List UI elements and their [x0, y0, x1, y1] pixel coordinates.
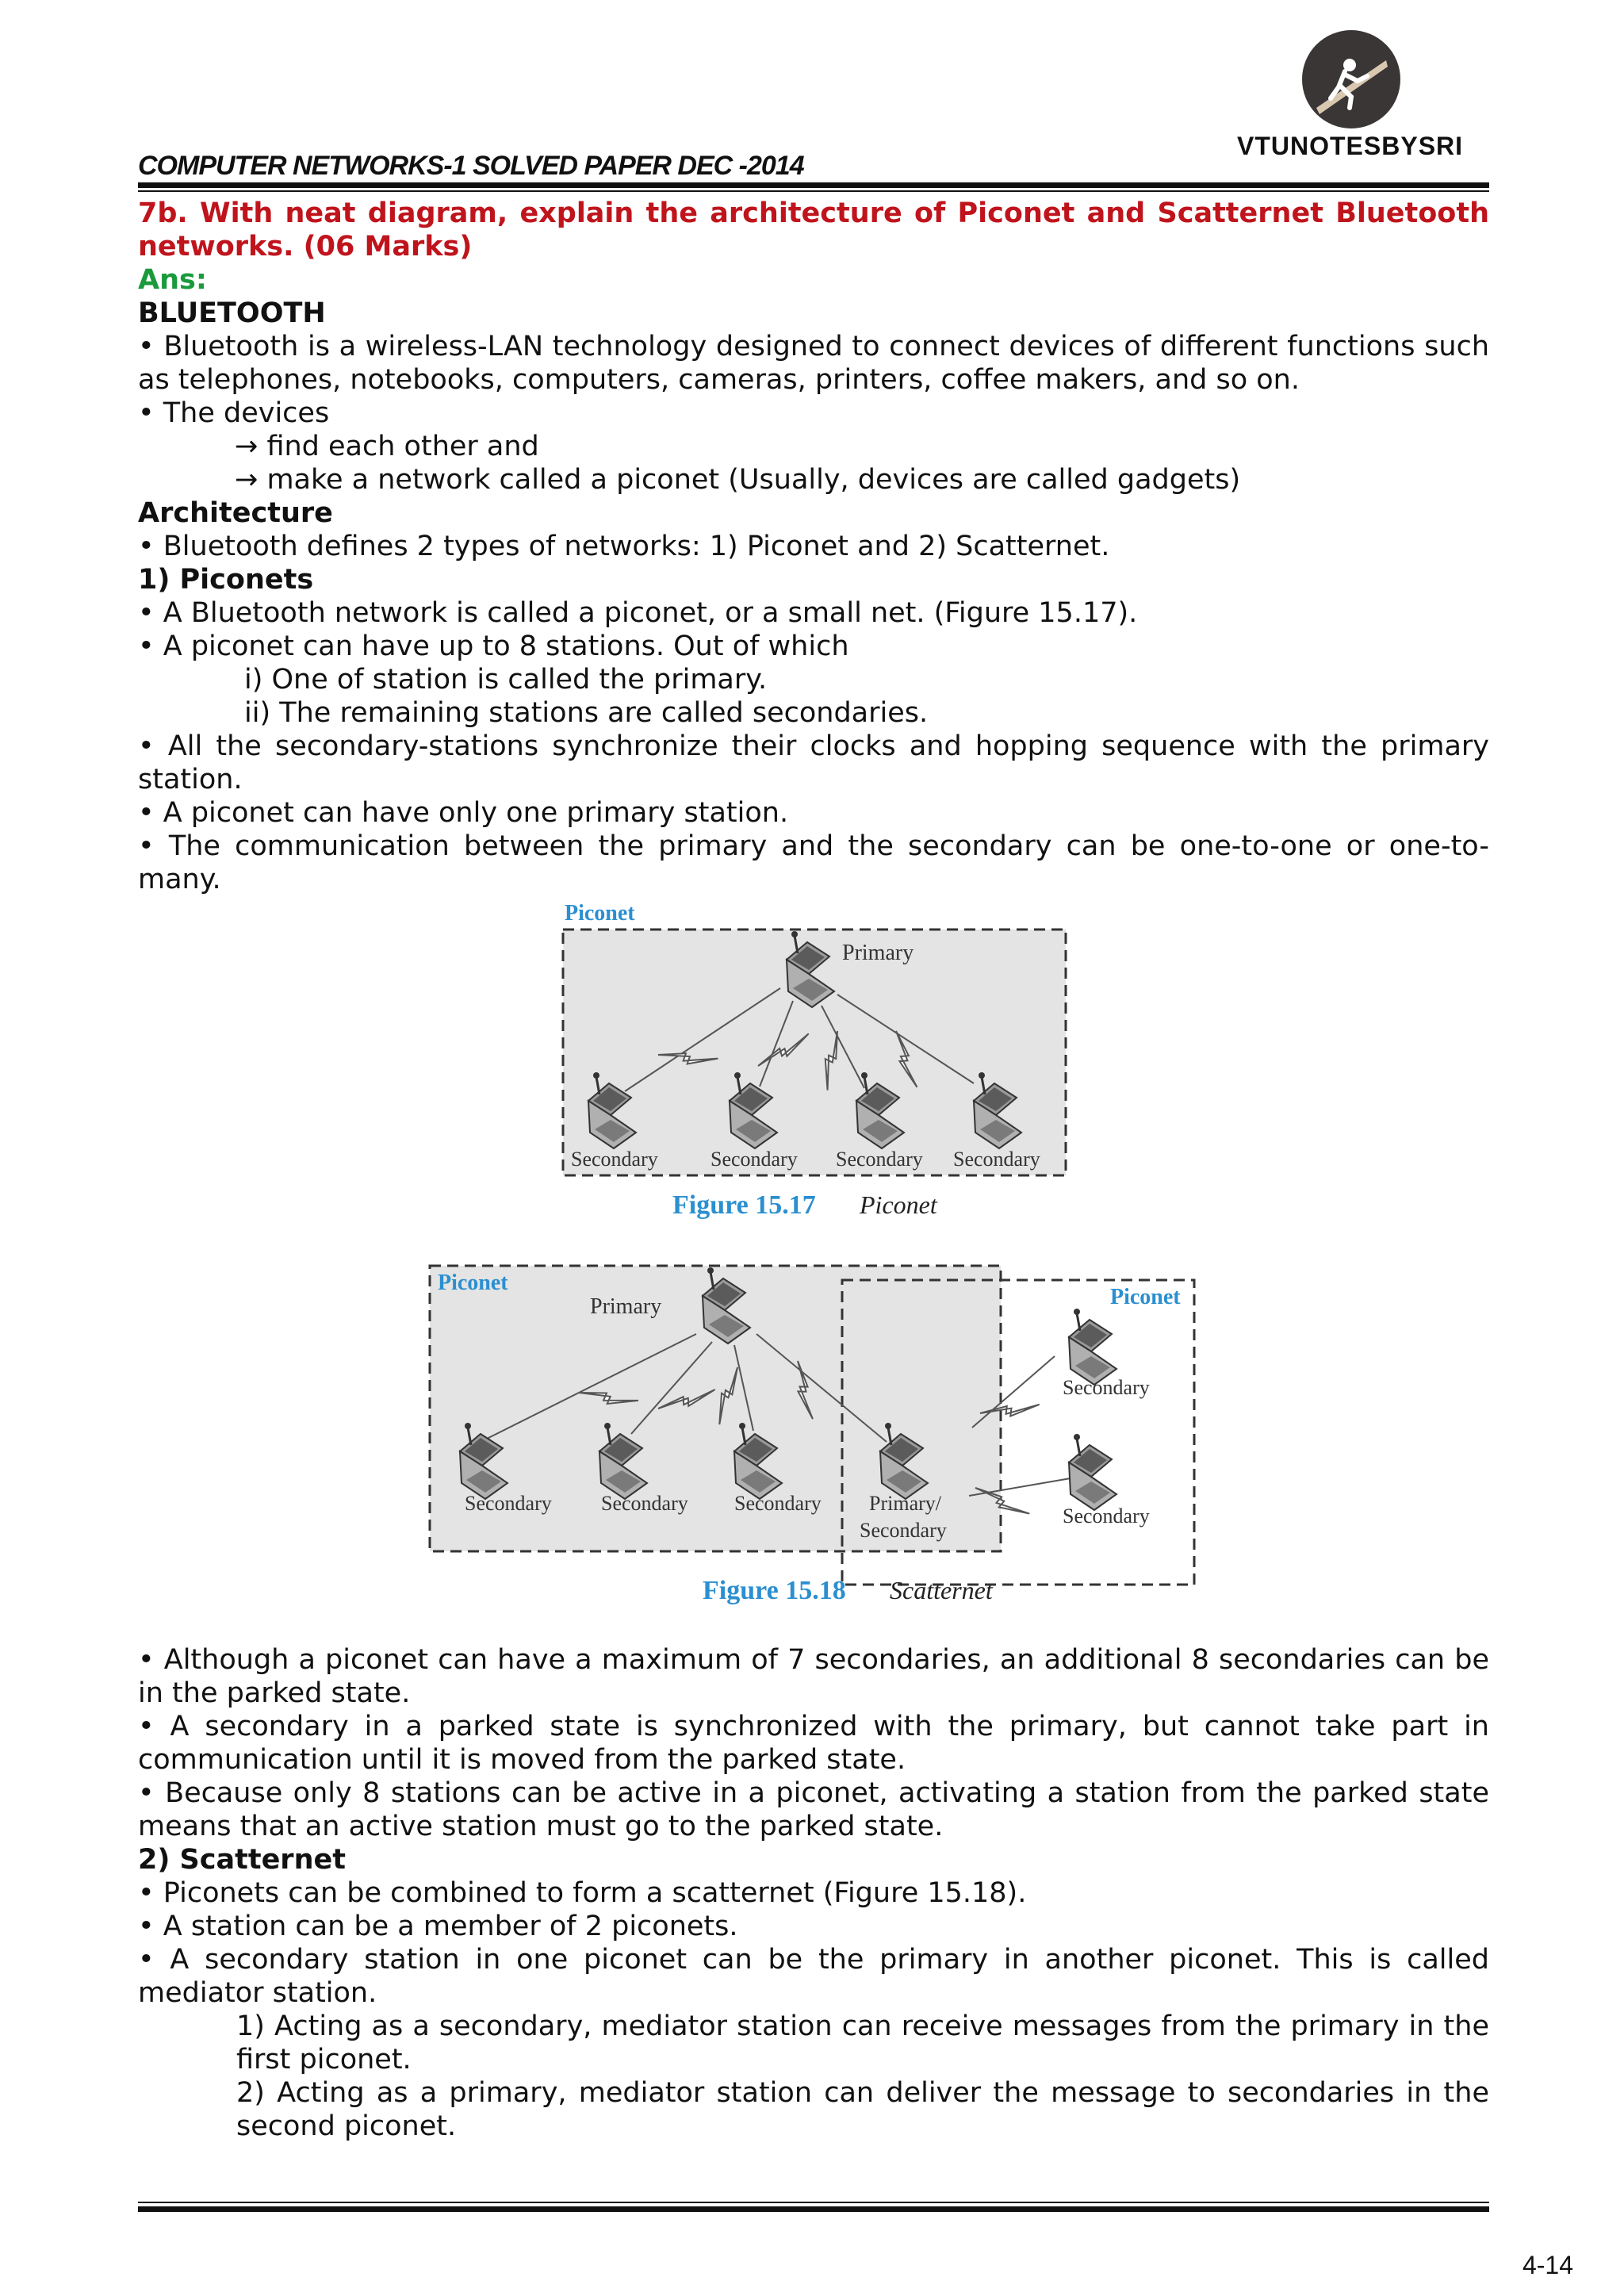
primary-label: Primary: [590, 1294, 662, 1319]
secondary-label: Secondary: [734, 1492, 822, 1515]
secondary-label: Secondary: [953, 1148, 1040, 1171]
piconets-heading: 1) Piconets: [138, 564, 314, 596]
piconet-label: Piconet: [565, 901, 635, 926]
paragraph: • A station can be a member of 2 piconets.: [138, 1911, 738, 1942]
mediator-label-top: Primary/: [869, 1492, 941, 1515]
header-title: COMPUTER NETWORKS-1 SOLVED PAPER DEC -2014: [138, 151, 804, 181]
header-rule: [138, 182, 1489, 188]
sub-item: ii) The remaining stations are called secondaries.: [244, 697, 929, 729]
footer-rule: [138, 2206, 1489, 2212]
paragraph: • A Bluetooth network is called a piconet, or a small net. (Figure 15.17).: [138, 597, 1138, 629]
paragraph: • All the secondary-stations synchronize their clocks and hopping sequence with the primary station.: [138, 730, 1489, 795]
figure-caption-number: Figure 15.17: [672, 1190, 816, 1220]
paragraph: • A secondary in a parked state is synchronized with the primary, but cannot take part in communication until it is moved from the parked state.: [138, 1711, 1489, 1776]
page-content: [138, 197, 1489, 896]
piconet-label-right: Piconet: [1110, 1285, 1181, 1309]
paragraph: • A piconet can have up to 8 stations. Out of which: [138, 631, 849, 662]
sub-item: → find each other and: [235, 431, 539, 462]
paragraph: • The communication between the primary and the secondary can be one-to-one or one-to-many.: [138, 830, 1489, 895]
paragraph: • A piconet can have only one primary station.: [138, 797, 789, 829]
secondary-label: Secondary: [710, 1148, 798, 1171]
page-content-continued: [138, 1643, 1489, 2143]
figure-caption-text: Scatternet: [890, 1576, 993, 1604]
header-rule-thin: [138, 190, 1489, 192]
footer-rule-thin: [138, 2202, 1489, 2203]
figure-piconet: [555, 896, 1078, 1229]
paragraph: • The devices: [138, 397, 330, 429]
climber-logo: [1300, 29, 1402, 130]
secondary-label: Secondary: [601, 1492, 688, 1515]
sub-item: → make a network called a piconet (Usually, devices are called gadgets): [235, 464, 1241, 496]
secondary-laptop-icon: [1069, 1309, 1116, 1385]
brand-name: VTUNOTESBYSRI: [1237, 132, 1464, 160]
paragraph: • Because only 8 stations can be active in a piconet, activating a station from the parked state means that an active station must go to the parked state.: [138, 1777, 1489, 1842]
answer-label: Ans:: [138, 264, 207, 296]
piconet-label-left: Piconet: [438, 1271, 508, 1295]
bluetooth-heading: BLUETOOTH: [138, 297, 326, 329]
sub-item: 1) Acting as a secondary, mediator station can receive messages from the primary in the first piconet.: [236, 2010, 1489, 2076]
secondary-label: Secondary: [571, 1148, 658, 1171]
paragraph: • Bluetooth defines 2 types of networks: 1) Piconet and 2) Scatternet.: [138, 531, 1110, 562]
paragraph: • Although a piconet can have a maximum of 7 secondaries, an additional 8 secondaries can be in the parked state.: [138, 1644, 1489, 1709]
secondary-label: Secondary: [1063, 1376, 1150, 1399]
primary-label: Primary: [842, 941, 914, 965]
secondary-laptop-icon: [1069, 1434, 1116, 1510]
figure-caption-number: Figure 15.18: [703, 1576, 846, 1605]
secondary-label: Secondary: [1063, 1504, 1150, 1527]
scatternet-heading: 2) Scatternet: [138, 1844, 346, 1876]
paragraph: • Piconets can be combined to form a scatternet (Figure 15.18).: [138, 1877, 1027, 1909]
architecture-heading: Architecture: [138, 497, 333, 529]
question-text: 7b. With neat diagram, explain the architecture of Piconet and Scatternet Bluetooth networks. (06 Marks): [138, 197, 1489, 263]
mediator-label-bottom: Secondary: [860, 1519, 947, 1542]
sub-item: 2) Acting as a primary, mediator station can deliver the message to secondaries in the second piconet.: [236, 2077, 1489, 2142]
paragraph: • Bluetooth is a wireless-LAN technology designed to connect devices of different functions such as telephones, notebooks, computers, cameras, printers, coffee makers, and so on.: [138, 331, 1489, 396]
paragraph: • A secondary station in one piconet can be the primary in another piconet. This is called mediator station.: [138, 1944, 1489, 2009]
figure-scatternet: [420, 1258, 1205, 1615]
page-number: 4-14: [1522, 2251, 1573, 2279]
sub-item: i) One of station is called the primary.: [244, 664, 768, 696]
figure-caption-text: Piconet: [860, 1190, 937, 1219]
secondary-label: Secondary: [836, 1148, 923, 1171]
secondary-label: Secondary: [465, 1492, 552, 1515]
